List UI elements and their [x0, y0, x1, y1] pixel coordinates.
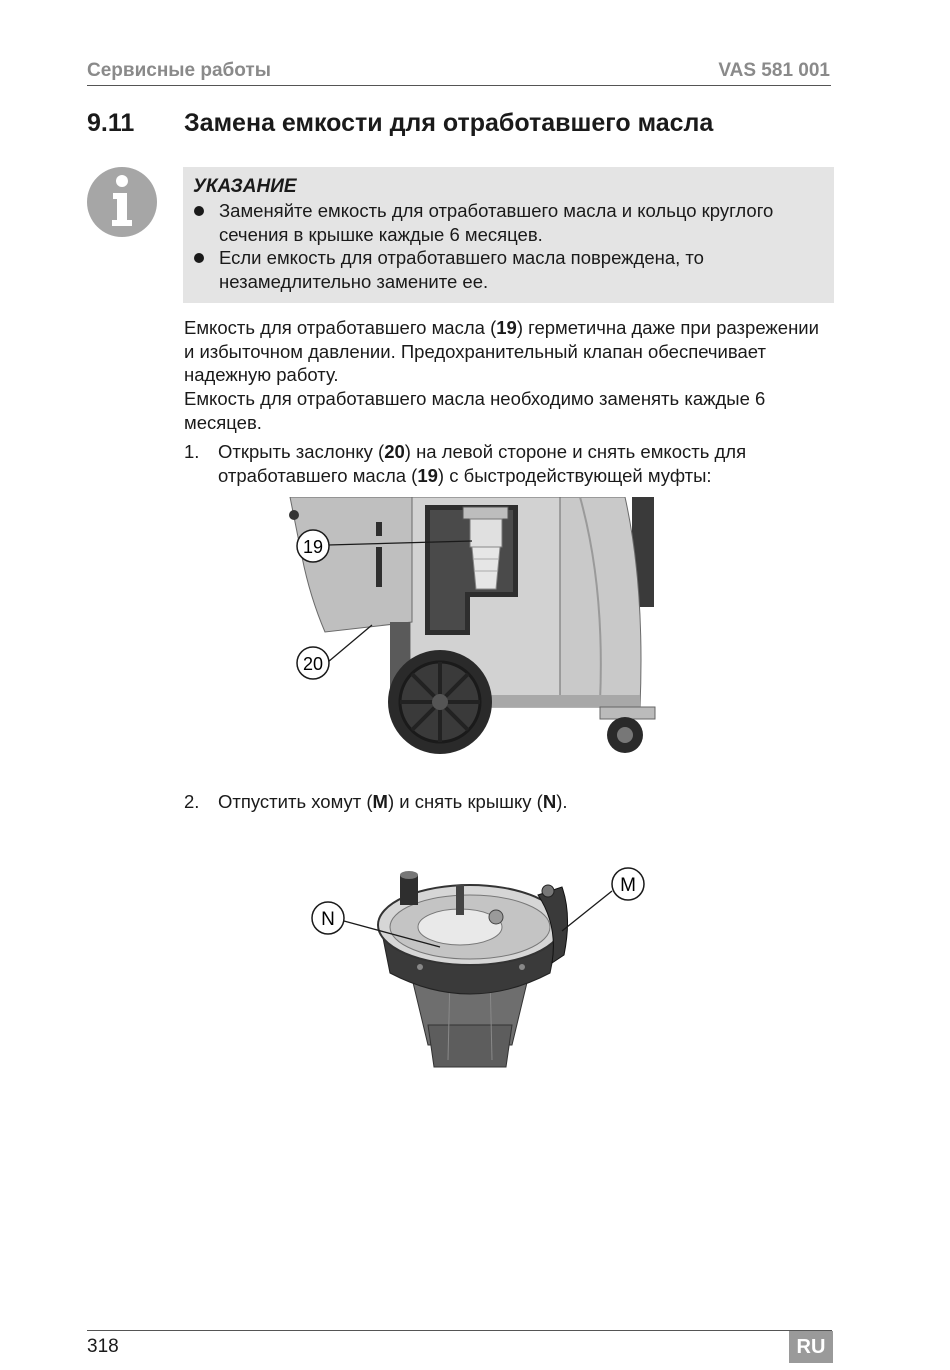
header-divider — [87, 85, 831, 86]
callout-label: 19 — [302, 537, 324, 557]
page-number: 318 — [87, 1336, 119, 1357]
text-fragment: ) герметична даже при разрежении и избыточном давлении. Предохранительный клапан обеспечивает надежную работу. — [184, 317, 819, 385]
ref-number: 19 — [496, 317, 517, 338]
running-header-model: VAS 581 001 — [718, 60, 830, 81]
step-number: 1. — [184, 441, 200, 462]
note-item-text: Если емкость для отработавшего масла повреждена, то незамедлительно замените ее. — [219, 247, 704, 292]
bullet-icon — [194, 253, 204, 263]
text-fragment: Емкость для отработавшего масла ( — [184, 317, 497, 338]
ref-number: M — [372, 791, 388, 812]
note-title: УКАЗАНИЕ — [193, 176, 297, 197]
text-fragment: ). — [556, 791, 568, 812]
note-item-text: Заменяйте емкость для отработавшего масла и кольцо круглого сечения в крышке каждые 6 месяцев. — [219, 200, 774, 245]
text-fragment: Открыть заслонку ( — [218, 441, 385, 462]
step-number: 2. — [184, 791, 200, 812]
figure-service-unit — [280, 497, 675, 769]
step-1 — [184, 440, 834, 487]
note-box — [183, 167, 834, 303]
callout-label: 20 — [302, 654, 324, 674]
note-item — [193, 199, 816, 246]
ref-number: 20 — [384, 441, 405, 462]
ref-number: N — [542, 791, 557, 812]
callout-label: M — [620, 875, 636, 896]
text-fragment: Отпустить хомут ( — [218, 791, 373, 812]
text-fragment: ) и снять крышку ( — [387, 791, 543, 812]
text-fragment: ) с быстродействующей муфты: — [437, 464, 712, 486]
info-icon — [86, 166, 158, 238]
section-title: Замена емкости для отработавшего масла — [184, 109, 714, 137]
section-number: 9.11 — [87, 109, 135, 137]
language-badge: RU — [789, 1331, 833, 1363]
figure-container-lid — [300, 855, 660, 1075]
bullet-icon — [194, 206, 204, 216]
step-text — [218, 440, 834, 487]
text-fragment: ) на левой стороне и снять емкость для отработавшего масла ( — [218, 441, 747, 486]
ref-number: 19 — [417, 464, 438, 486]
callout-label: N — [321, 909, 335, 930]
note-item — [193, 246, 816, 293]
running-header-section: Сервисные работы — [87, 60, 271, 81]
step-2 — [184, 790, 834, 814]
paragraph-description — [184, 316, 834, 387]
paragraph-interval: Емкость для отработавшего масла необходимо заменять каждые 6 месяцев. — [184, 388, 766, 433]
footer-divider — [87, 1330, 832, 1331]
step-text — [218, 790, 834, 814]
